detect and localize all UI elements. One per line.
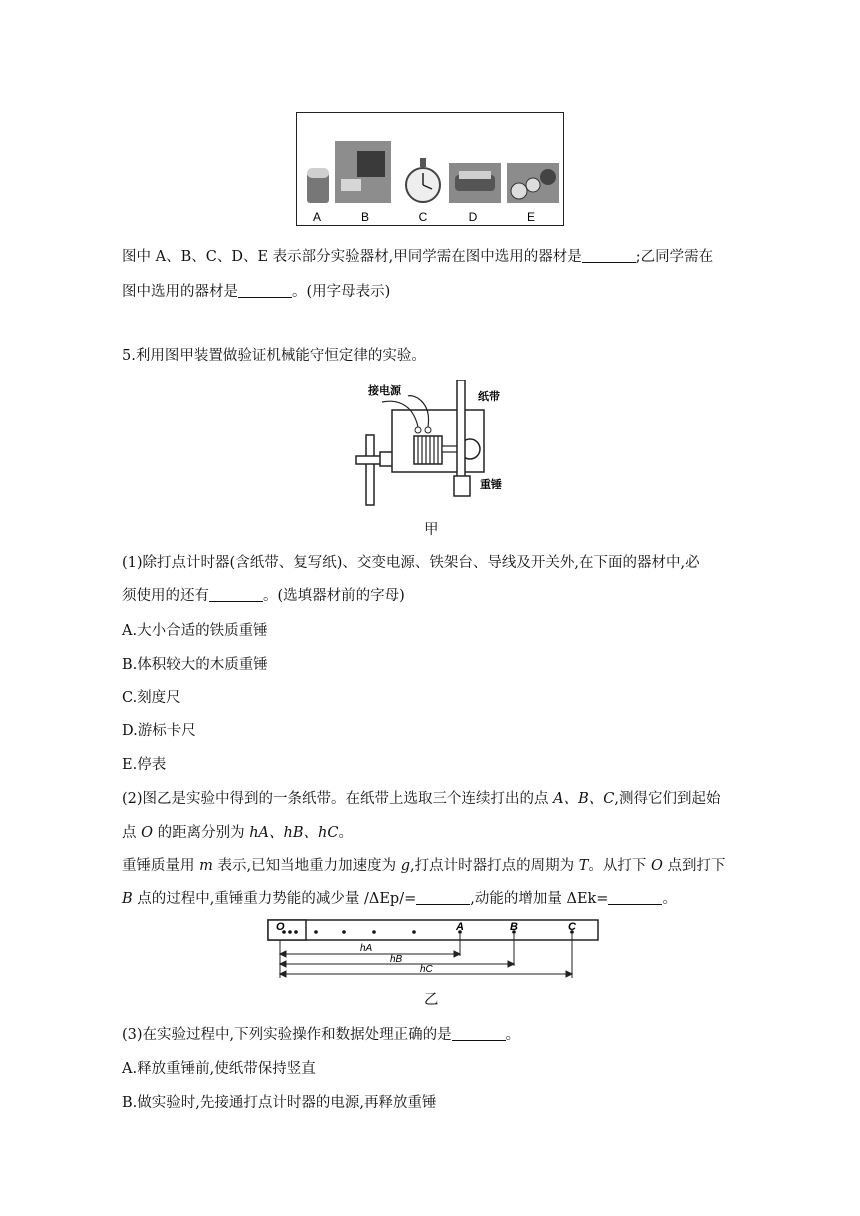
answer-blank[interactable] bbox=[608, 890, 662, 905]
point-label-c: C bbox=[568, 921, 576, 933]
label-tape: 纸带 bbox=[478, 391, 500, 403]
photo-label-e: E bbox=[526, 210, 536, 224]
photo-label-a: A bbox=[312, 210, 322, 224]
answer-blank[interactable] bbox=[416, 890, 470, 905]
figure-jia bbox=[352, 380, 512, 508]
point-label-a: A bbox=[456, 921, 464, 933]
photo-d-cart bbox=[449, 163, 501, 203]
answer-blank[interactable] bbox=[582, 248, 636, 263]
photo-label-c: C bbox=[418, 210, 428, 224]
q5-part3-option-a: A.释放重锤前,使纸带保持竖直 bbox=[122, 1061, 316, 1077]
answer-blank[interactable] bbox=[452, 1026, 506, 1041]
photo-label-b: B bbox=[360, 210, 370, 224]
equipment-figure bbox=[296, 112, 564, 226]
option-e: E.停表 bbox=[122, 757, 167, 773]
q4-text-line2: 图中选用的器材是 。(用字母表示) bbox=[122, 284, 391, 300]
photo-e-weights bbox=[507, 163, 559, 203]
figure-yi-caption: 乙 bbox=[424, 992, 439, 1008]
q5-part2-line1: (2)图乙是实验中得到的一条纸带。在纸带上选取三个连续打出的点 A、B、C,测得它们到起始 bbox=[122, 791, 721, 807]
option-c: C.刻度尺 bbox=[122, 690, 181, 706]
option-d: D.游标卡尺 bbox=[122, 723, 196, 739]
figure-jia-caption: 甲 bbox=[424, 522, 439, 538]
equipment-photos bbox=[297, 113, 562, 224]
option-b: B.体积较大的木质重锤 bbox=[122, 657, 268, 673]
q5-part2-line4: B 点的过程中,重锤重力势能的减少量 /ΔEp/= ,动能的增加量 ΔEk= 。 bbox=[122, 891, 677, 907]
photo-a-weight bbox=[307, 168, 329, 203]
q5-part2-line3: 重锤质量用 m 表示,已知当地重力加速度为 g,打点计时器打点的周期为 T。从打下 O 点到打下 bbox=[122, 858, 726, 874]
q5-part3-line1: (3)在实验过程中,下列实验操作和数据处理正确的是 。 bbox=[122, 1027, 521, 1043]
dim-label-hc: hC bbox=[420, 964, 433, 975]
answer-blank[interactable] bbox=[238, 283, 292, 298]
apparatus-diagram bbox=[352, 380, 512, 508]
label-power: 接电源 bbox=[368, 385, 401, 397]
q5-part1-line1: (1)除打点计时器(含纸带、复写纸)、交变电源、铁架台、导线及开关外,在下面的器材中,必 bbox=[122, 555, 700, 571]
photo-label-d: D bbox=[468, 210, 478, 224]
dim-label-hb: hB bbox=[390, 954, 403, 965]
dim-label-ha: hA bbox=[360, 943, 373, 954]
point-label-b: B bbox=[510, 921, 518, 933]
paper-tape-diagram bbox=[264, 918, 604, 982]
photo-c-stopwatch bbox=[406, 158, 440, 202]
q5-part1-line2: 须使用的还有 。(选填器材前的字母) bbox=[122, 588, 405, 604]
answer-blank[interactable] bbox=[209, 587, 263, 602]
q5-part3-option-b: B.做实验时,先接通打点计时器的电源,再释放重锤 bbox=[122, 1095, 437, 1111]
label-weight: 重锤 bbox=[480, 479, 502, 491]
photo-b-timer bbox=[335, 141, 391, 203]
q4-text-line1: 图中 A、B、C、D、E 表示部分实验器材,甲同学需在图中选用的器材是 ;乙同学需在 bbox=[122, 249, 714, 265]
q5-part2-line2: 点 O 的距离分别为 hA、hB、hC。 bbox=[122, 825, 353, 841]
figure-yi bbox=[264, 918, 604, 982]
q5-stem: 5.利用图甲装置做验证机械能守恒定律的实验。 bbox=[122, 348, 426, 364]
option-a: A.大小合适的铁质重锤 bbox=[122, 623, 268, 639]
point-label-o: O bbox=[276, 921, 285, 933]
